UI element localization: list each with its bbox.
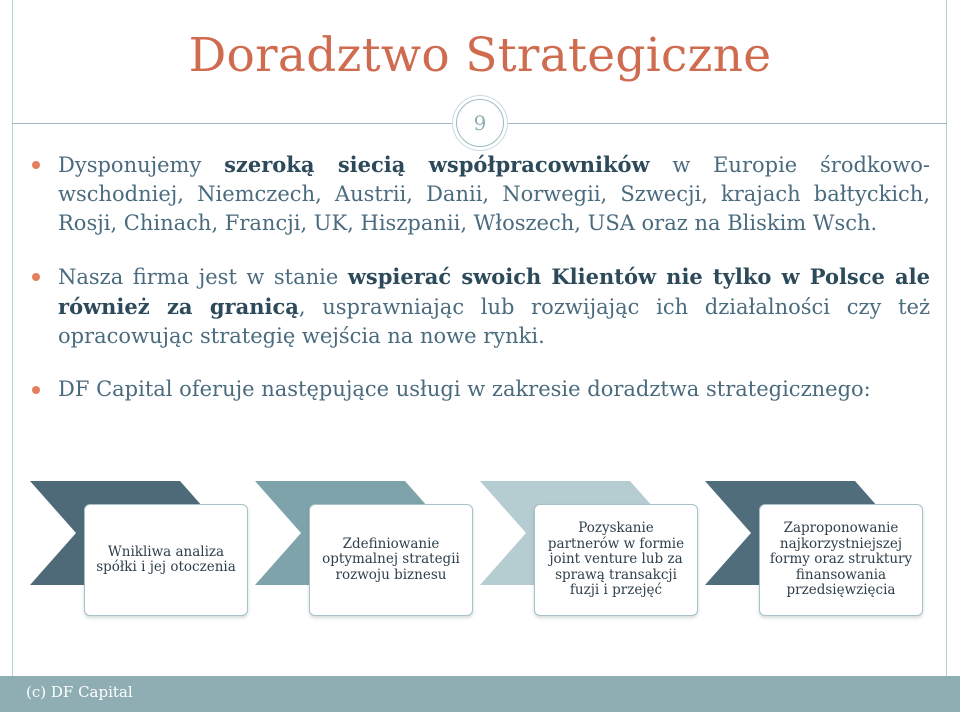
bullet-item-3 <box>30 375 930 404</box>
bullet-dot-icon <box>32 161 40 169</box>
process-flow <box>0 478 960 628</box>
bullet-1-text-a: Dysponujemy <box>58 153 225 177</box>
bullet-item-1 <box>30 150 930 238</box>
process-step-1 <box>30 478 260 628</box>
page-number-badge: 9 <box>456 99 504 147</box>
bullet-dot-icon <box>32 386 40 394</box>
bullet-2-text-b: , usprawniając lub rozwijając ich działalności czy też opracowując strategię wejścia na nowe rynki. <box>58 295 931 348</box>
bullet-1-text-b: w Europie środkowo-wschodniej, Niemczech, Austrii, Danii, Norwegii, Szwecji, krajach bałtyckich, Rosji, Chinach, Francji, UK, Hiszpanii, Włoszech, USA oraz na Bliskim Wsch. <box>58 153 930 235</box>
process-step-2 <box>255 478 485 628</box>
process-step-1-card: Wnikliwa analiza spółki i jej otoczenia <box>84 504 248 616</box>
bullet-list <box>30 150 930 428</box>
process-step-4-card: Zaproponowanie najkorzystniejszej formy oraz struktury finansowania przedsięwzięcia <box>759 504 923 616</box>
footer-bar <box>0 676 960 712</box>
bullet-3-text: DF Capital oferuje następujące usługi w zakresie doradztwa strategicznego: <box>58 377 871 401</box>
process-step-4 <box>705 478 935 628</box>
footer-copyright: (c) DF Capital <box>26 683 133 701</box>
bullet-1-bold: szeroką siecią współpracowników <box>224 152 650 177</box>
slide-title: Doradztwo Strategiczne <box>188 28 772 83</box>
bullet-2-text-a: Nasza firma jest w stanie <box>58 265 348 289</box>
bullet-item-2 <box>30 262 930 351</box>
bullet-2-bold: wspierać swoich Klientów nie tylko w Polsce ale również za granicą <box>58 264 930 319</box>
process-step-2-card: Zdefiniowanie optymalnej strategii rozwoju biznesu <box>309 504 473 616</box>
bullet-dot-icon <box>32 273 40 281</box>
process-step-3-card: Pozyskanie partnerów w formie joint venture lub za sprawą transakcji fuzji i przejęć <box>534 504 698 616</box>
process-step-3 <box>480 478 710 628</box>
